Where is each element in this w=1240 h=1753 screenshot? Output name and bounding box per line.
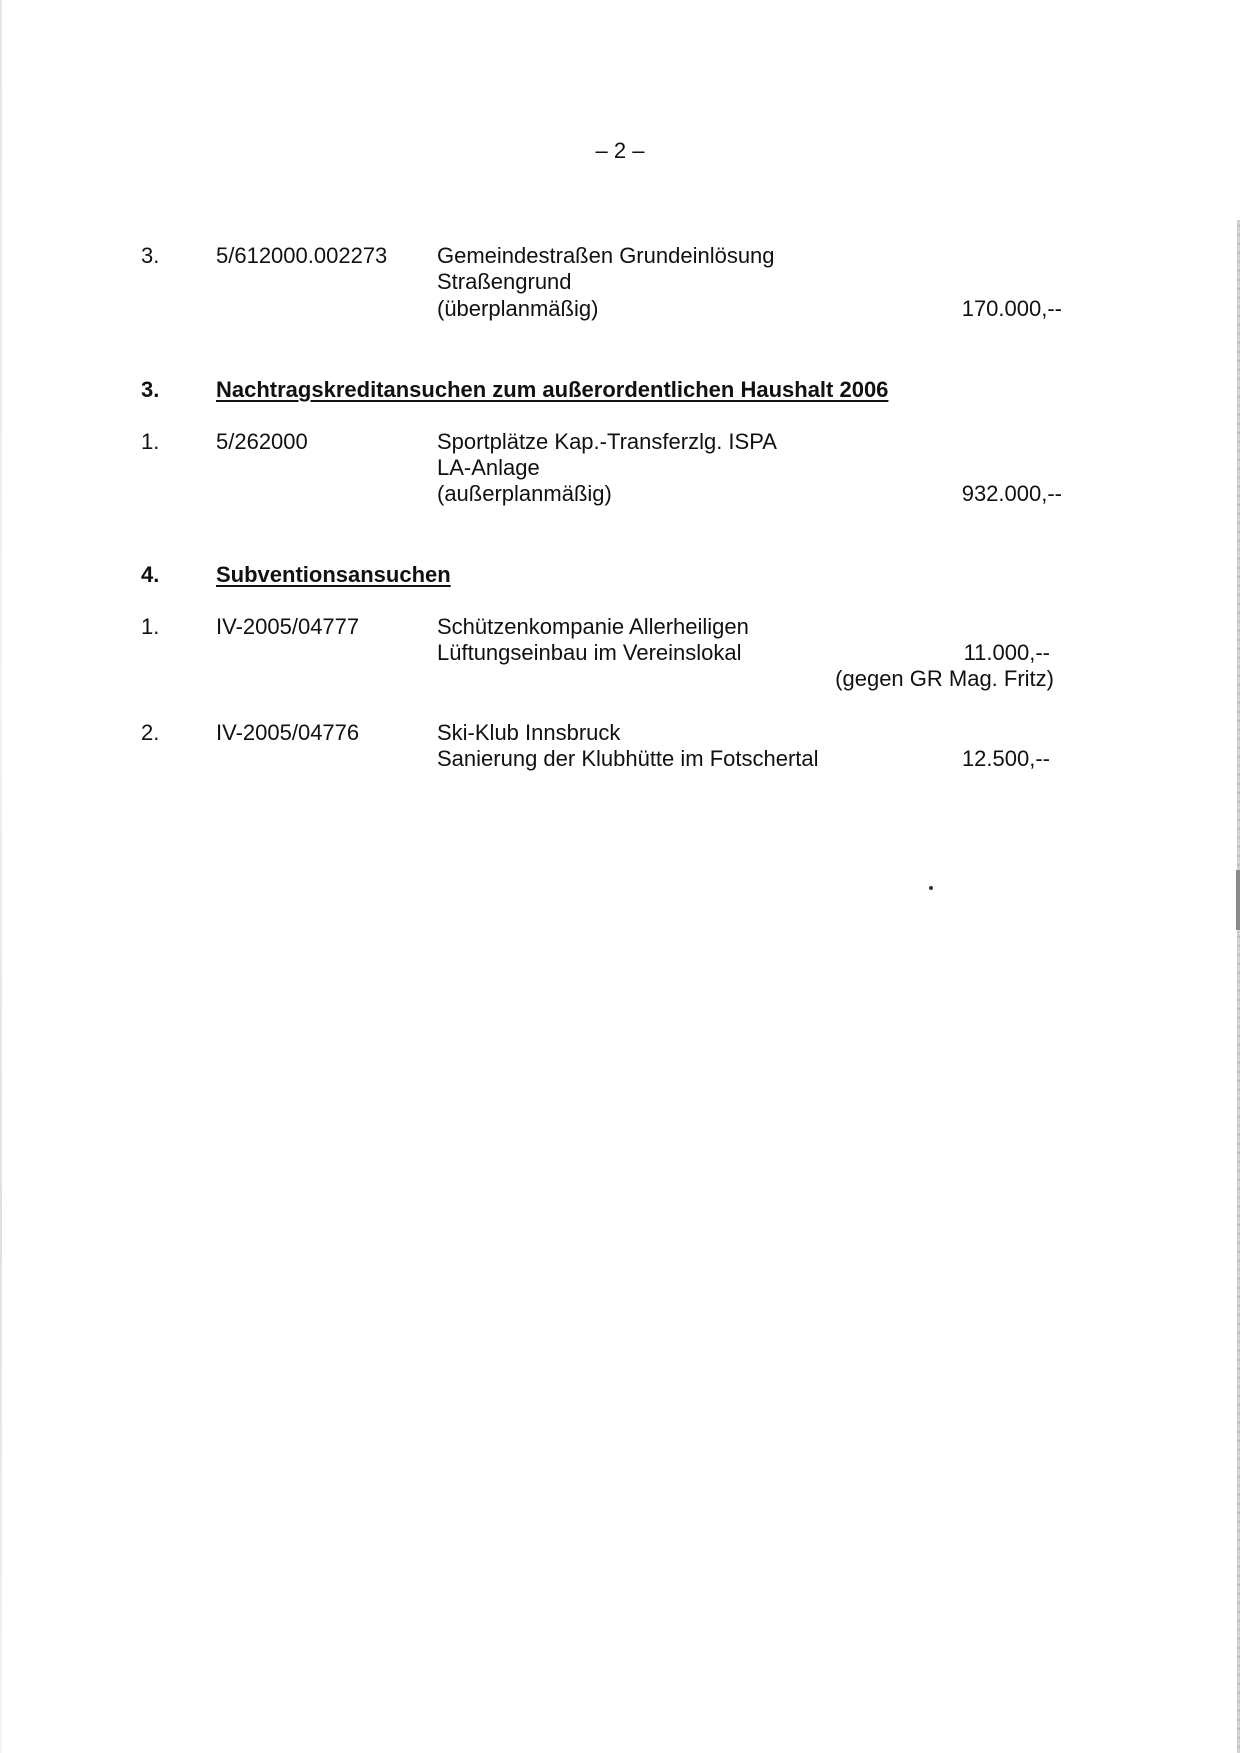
section-number: 3. xyxy=(141,377,160,402)
scan-edge-mark xyxy=(1236,870,1240,930)
entry-amount: 170.000,-- xyxy=(961,296,1062,321)
section-title: Subventionsansuchen xyxy=(216,562,451,587)
entry-amount: 11.000,-- xyxy=(963,640,1050,665)
entry-description-line: (außerplanmäßig) xyxy=(437,481,612,506)
scan-speck xyxy=(929,886,933,890)
entry-amount: 12.500,-- xyxy=(961,746,1050,771)
entry-code: 5/612000.002273 xyxy=(216,243,388,268)
entry-number: 1. xyxy=(141,614,160,639)
entry-description-line: (überplanmäßig) xyxy=(437,296,599,321)
entry-description-line: Schützenkompanie Allerheiligen xyxy=(437,614,749,639)
entry-description-line: Gemeindestraßen Grundeinlösung xyxy=(437,243,775,268)
entry-description-line: Straßengrund xyxy=(437,269,572,294)
entry-note: (gegen GR Mag. Fritz) xyxy=(835,666,1054,691)
entry-description-line: LA-Anlage xyxy=(437,455,540,480)
entry-number: 1. xyxy=(141,429,160,454)
section-number: 4. xyxy=(141,562,160,587)
scan-edge-left xyxy=(0,0,2,1753)
entry-amount: 932.000,-- xyxy=(961,481,1062,506)
entry-description-line: Sanierung der Klubhütte im Fotschertal xyxy=(437,746,819,771)
entry-number: 3. xyxy=(141,243,160,268)
entry-code: IV-2005/04776 xyxy=(216,720,360,745)
entry-number: 2. xyxy=(141,720,160,745)
entry-description-line: Ski-Klub Innsbruck xyxy=(437,720,621,745)
entry-code: 5/262000 xyxy=(216,429,308,454)
entry-code: IV-2005/04777 xyxy=(216,614,360,639)
entry-description-line: Lüftungseinbau im Vereinslokal xyxy=(437,640,742,665)
page-number: – 2 – xyxy=(595,138,645,163)
section-title: Nachtragskreditansuchen zum außerordentlichen Haushalt 2006 xyxy=(216,377,889,402)
entry-description-line: Sportplätze Kap.-Transferzlg. ISPA xyxy=(437,429,777,454)
